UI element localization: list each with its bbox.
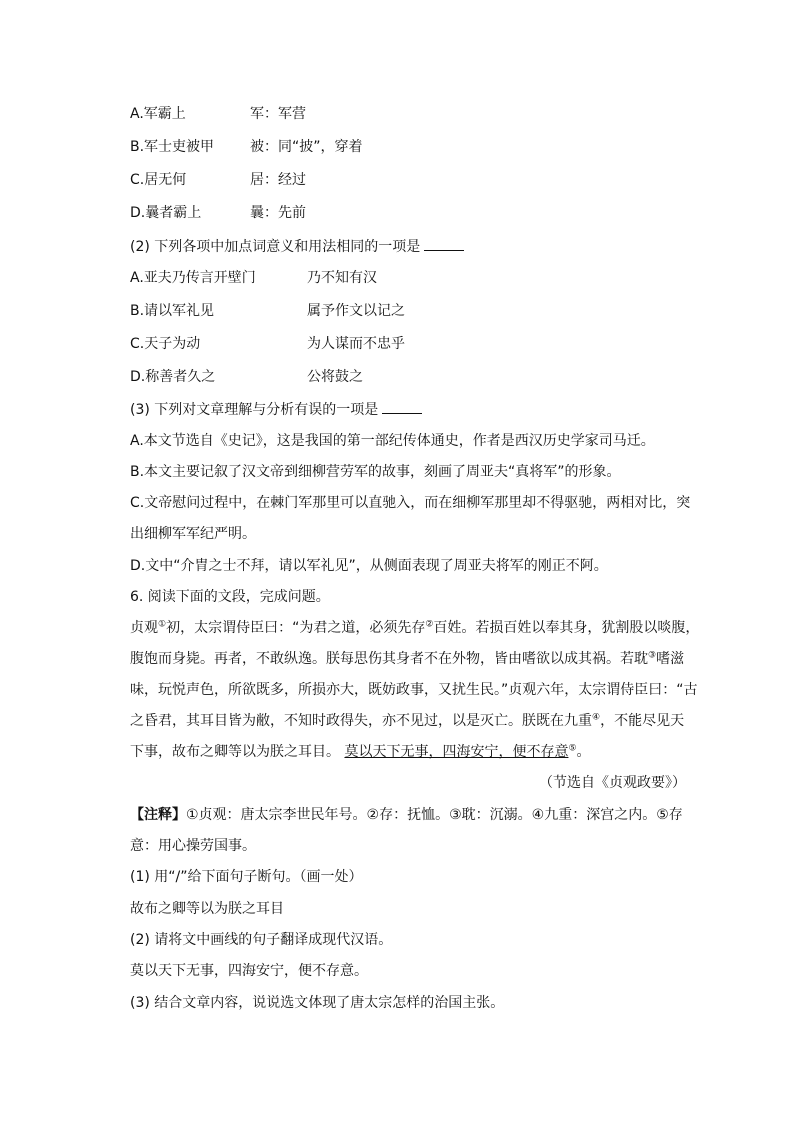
q6-sub3: (3) 结合文章内容，说说选文体现了唐太宗怎样的治国主张。 bbox=[130, 995, 505, 1011]
q2-option-b: B.请以军礼见 bbox=[130, 303, 215, 319]
q2-option-d-compare: 公将鼓之 bbox=[307, 369, 363, 385]
answer-blank[interactable] bbox=[382, 399, 422, 414]
q3-option-b: B.本文主要记叙了汉文帝到细柳营劳军的故事，刻画了周亚夫“真将军”的形象。 bbox=[130, 464, 621, 480]
q1-option-b-note: 被：同“披”，穿着 bbox=[250, 139, 363, 155]
q6-title: 6. 阅读下面的文段，完成问题。 bbox=[130, 589, 330, 605]
q6-sub2: (2) 请将文中画线的句子翻译成现代汉语。 bbox=[130, 932, 393, 948]
passage-source: （节选自《贞观政要》） bbox=[539, 775, 686, 791]
q2-option-c: C.天子为动 bbox=[130, 336, 201, 352]
q1-option-b: B.军士吏被甲 bbox=[130, 139, 215, 155]
underlined-sentence: 莫以天下无事，四海安宁，便不存意 bbox=[344, 744, 569, 760]
q1-option-c: C.居无何 bbox=[130, 172, 187, 188]
q3-option-c-line1: C.文帝慰问过程中，在棘门军那里可以直驰入，而在细柳军那里却不得驱驰，两相对比，突 bbox=[130, 495, 691, 511]
passage-line-4: 之昏君，其耳目皆为敝，不知时政得失，亦不见过，以是灭亡。朕既在九重④，不能尽见天 bbox=[130, 712, 685, 729]
q1-option-a: A.军霸上 bbox=[130, 106, 186, 122]
q2-option-d: D.称善者久之 bbox=[130, 369, 216, 385]
q2-option-b-compare: 属予作文以记之 bbox=[307, 303, 405, 319]
notes-line-2: 意：用心操劳国事。 bbox=[130, 838, 256, 854]
q2-option-c-compare: 为人谋而不忠乎 bbox=[307, 336, 405, 352]
q6-sub2-sentence: 莫以天下无事，四海安宁，便不存意。 bbox=[130, 963, 368, 979]
q2-stem: (2) 下列各项中加点词意义和用法相同的一项是 bbox=[130, 236, 464, 257]
q2-option-a: A.亚夫乃传言开壁门 bbox=[130, 270, 256, 286]
q2-option-a-compare: 乃不知有汉 bbox=[307, 270, 377, 286]
passage-line-2: 腹饱而身毙。再者，不敢纵逸。朕每思伤其身者不在外物，皆由嗜欲以成其祸。若耽③嗜滋 bbox=[130, 650, 685, 667]
passage-line-1: 贞观①初，太宗谓侍臣曰：“为君之道，必须先存②百姓。若损百姓以奉其身，犹割股以啖腹， bbox=[130, 619, 700, 636]
q3-stem: (3) 下列对文章理解与分析有误的一项是 bbox=[130, 399, 422, 420]
q3-option-c-line2: 出细柳军军纪严明。 bbox=[130, 526, 256, 542]
q3-option-d: D.文中“介胄之士不拜，请以军礼见”，从侧面表现了周亚夫将军的刚正不阿。 bbox=[130, 558, 608, 574]
q1-option-d: D.曩者霸上 bbox=[130, 205, 202, 221]
passage-line-5: 下事，故布之卿等以为朕之耳目。 莫以天下无事，四海安宁，便不存意⑤。 bbox=[130, 743, 591, 760]
passage-line-3: 味，玩悦声色，所欲既多，所损亦大，既妨政事，又扰生民。”贞观六年，太宗谓侍臣曰：“古 bbox=[130, 682, 698, 698]
q1-option-d-note: 曩：先前 bbox=[250, 205, 306, 221]
q3-option-a: A.本文节选自《史记》，这是我国的第一部纪传体通史，作者是西汉历史学家司马迁。 bbox=[130, 433, 655, 449]
q1-option-c-note: 居：经过 bbox=[250, 172, 306, 188]
q6-sub1-sentence: 故布之卿等以为朕之耳目 bbox=[130, 901, 284, 917]
notes-line-1: 【注释】①贞观：唐太宗李世民年号。②存：抚恤。③耽：沉溺。④九重：深宫之内。⑤存 bbox=[130, 807, 683, 823]
answer-blank[interactable] bbox=[424, 236, 464, 251]
q6-sub1: (1) 用“/”给下面句子断句。（画一处） bbox=[130, 869, 363, 885]
q1-option-a-note: 军：军营 bbox=[250, 106, 306, 122]
